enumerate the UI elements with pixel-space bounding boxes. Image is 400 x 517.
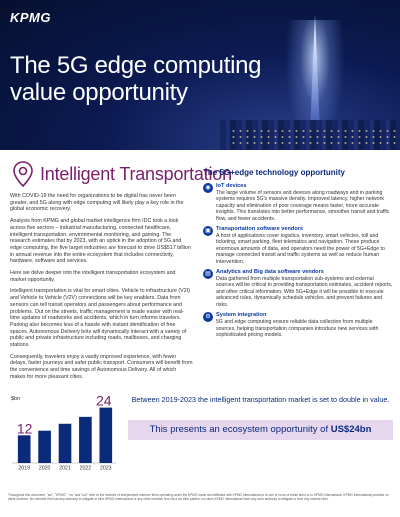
callout-prefix: This presents an ecosystem opportunity of xyxy=(149,424,331,435)
tech-item-title: System integration xyxy=(216,312,267,319)
software-icon: ▣ xyxy=(203,226,213,236)
tech-item-desc: The large volume of sensors and devices along roadways and in parking systems requires 5G's massive density. Improved latency, higher network capacity and elimination of poor coverage means faster, more accurate insights. This translates into better performance, smoother transit and traffic flow, and fewer accidents. xyxy=(216,190,390,222)
intro-text-column xyxy=(10,193,193,386)
callout-highlight-box xyxy=(128,420,393,440)
chart-tick-label: 2020 xyxy=(38,465,51,472)
section-title: Intelligent Transportation xyxy=(40,163,232,184)
section-heading xyxy=(12,160,232,188)
integration-icon: ⚙ xyxy=(203,312,213,322)
tech-item-title: Analytics and Big data software vendors xyxy=(216,269,324,276)
chart-bar-2023 xyxy=(99,408,112,463)
chart-tick-label: 2023 xyxy=(100,465,112,472)
chart-data-label-2019: 12 xyxy=(16,420,33,437)
chart-bar-2022 xyxy=(79,417,92,463)
chart-bar-2019 xyxy=(18,435,31,463)
paragraph: Analysis from KPMG and global market intelligence firm IDC took a look across five sectors – industrial manufacturing, connected healthcare, intelligent transportation, environmental monitoring, and gaming. The research estimates that by 2023, with an uptick in the adoption of 5G and edge computing, the five target industries are forecast to drive US$517 billion in annual revenue into the entire ecosystem that includes connectivity, hardware, software and services. xyxy=(10,218,191,265)
kpmg-logo: KPMG xyxy=(10,10,51,25)
page-title: The 5G edge computing value opportunity xyxy=(10,52,262,106)
tech-item-title: IoT devices xyxy=(216,183,247,189)
location-pin-icon xyxy=(12,161,34,187)
tech-item-desc: A host of applications cover logistics, inventory, smart vehicles, toll and ticketing, smart parking, fleet telematics and navigation. These produce enormous amounts of data, and operators need the power of 5G+Edge to manage connected transit and traffic systems as well as reduce human intervention. xyxy=(216,233,385,265)
tech-item-desc: Data gathered from multiple transportation sub-systems and external sources will be critical to providing transportation estimates, accident reports, and other critical information. With 5G+Edge it will be possible to execute advanced rules, dynamically schedule vehicles, and prevent failures and risks. xyxy=(216,276,393,308)
tech-item-software xyxy=(203,226,393,265)
paragraph: Intelligent transportation is vital for smart cities. Vehicle to infrastructure (V2I) and Vehicle to Vehicle (V2V) connections will be key enablers. Data from sensors can tell transit operators and passengers about performance and problems. Out on the streets, traffic management is made easier with real-time updates of roadworks and accidents, which in turn informs travelers. Parking also becomes less of a hassle with instant identification of free spaces. Autonomous Delivery bots will dynamically interact with a variety of public and private infrastructure including roads, mailboxes, and charging stations. xyxy=(10,288,190,349)
tech-item-analytics xyxy=(203,269,393,308)
paragraph: Consequently, travelers enjoy a vastly improved experience, with fewer delays, faster journeys and safer public transport. Consumers will benefit from the convenience and time savings of Autonomous Delivery. All of which makes for more pleasant cities. xyxy=(10,353,193,380)
chart-data-label-2023: 24 xyxy=(96,393,112,409)
chart-tick-label: 2022 xyxy=(79,465,92,472)
chart-bar-2020 xyxy=(38,431,51,463)
callout-value: US$24bn xyxy=(330,424,372,435)
chart-bar-2021 xyxy=(59,424,72,463)
technology-heading: The 5G+edge technology opportunity xyxy=(203,168,346,177)
analytics-icon: ▤ xyxy=(203,269,213,279)
tech-item-desc: 5G and edge computing ensure reliable data collection from multiple sources, helping transportation companies introduce new services with sophisticated pricing models. xyxy=(216,319,379,338)
chart-unit-label: $bn xyxy=(11,396,21,402)
legal-footer: Throughout this document, "we", "KPMG", "us" and "our" refer to the network of independent member firms operating under the KPMG name and affiliated with KPMG International or to one or more of these firms or to KPMG International. KPMG International provides no client services. No member firm has any authority to obligate or bind KPMG International or any other member firm vis-à-vis third parties, nor does KPMG International have any such authority to obligate or bind any member firm. xyxy=(8,493,389,501)
chart-canvas xyxy=(8,393,120,473)
tech-item-integration xyxy=(203,312,393,338)
city-lights xyxy=(230,128,400,146)
chart-tick-label: 2019 xyxy=(18,465,30,472)
technology-column xyxy=(203,168,393,342)
sensor-icon: ◉ xyxy=(203,183,213,193)
callout-statement: Between 2019-2023 the intelligent transportation market is set to double in value. xyxy=(131,395,390,404)
tech-item-iot xyxy=(203,183,393,222)
market-growth-chart xyxy=(8,393,120,473)
paragraph: With COVID-19 the need for organizations to be digital has never been greater, and 5G along with edge computing will likely play a key role in the global economic recovery. xyxy=(10,193,184,213)
chart-tick-label: 2021 xyxy=(59,465,71,472)
tech-item-title: Transportation software vendors xyxy=(216,226,304,233)
hero-banner xyxy=(0,0,400,150)
paragraph: Here we delve deeper into the intelligent transportation ecosystem and market opportunity. xyxy=(10,270,176,283)
